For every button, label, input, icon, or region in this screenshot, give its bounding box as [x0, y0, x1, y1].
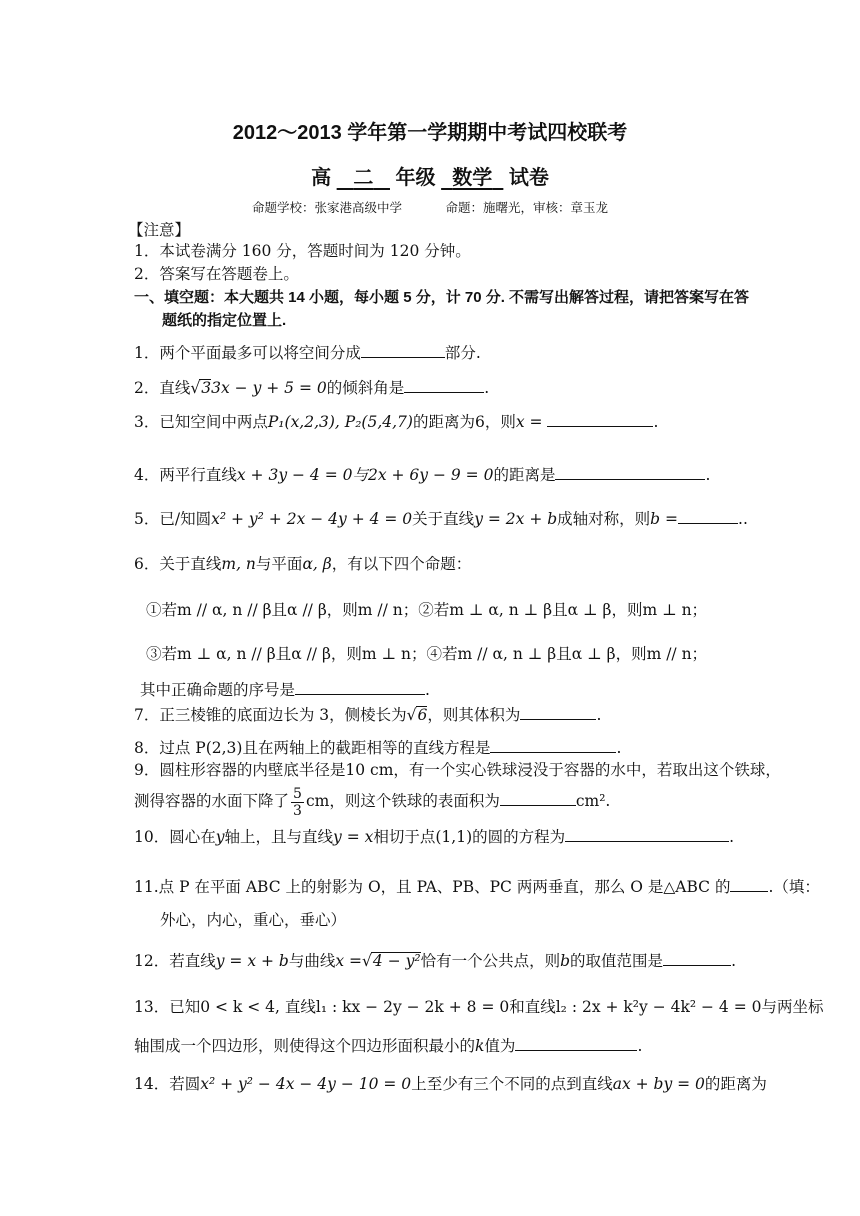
answer-blank-1[interactable]: [361, 343, 445, 358]
notice-heading: 【注意】: [128, 221, 191, 239]
authors-line: 命题：施曙光，审核：章玉龙: [445, 200, 609, 215]
exam-subtitle: [0, 161, 860, 190]
answer-blank-5[interactable]: [678, 509, 738, 524]
answer-blank-4[interactable]: [555, 465, 705, 480]
exam-label: 试卷: [508, 167, 549, 189]
answer-blank-11[interactable]: [730, 877, 768, 892]
fraction-five-thirds: $\frac{5}{3}$: [293, 785, 302, 819]
answer-blank-6[interactable]: [295, 680, 425, 695]
question-5: 5．已/知圆x² + y² + 2x − 4y + 4 = 0关于直线y = 2x + b成轴对称，则b = ..: [134, 510, 748, 528]
question-9-cont: 测得容器的水面下降了 $\frac{5}{3}$ cm，则这个铁球的表面积为 cm².: [134, 785, 611, 819]
question-13-cont: 轴围成一个四边形，则使得这个四边形面积最小的k值为 .: [134, 1037, 643, 1055]
school-line: 命题学校：张家港高级中学: [251, 200, 402, 215]
notice-item-2: 2．答案写在答题卷上。: [134, 265, 299, 283]
question-9: 9．圆柱形容器的内壁底半径是10 cm，有一个实心铁球浸没于容器的水中，若取出这个铁球，: [134, 761, 781, 779]
answer-blank-10[interactable]: [565, 827, 729, 842]
question-1: 1．两个平面最多可以将空间分成 部分.: [134, 344, 481, 362]
answer-blank-3[interactable]: [547, 412, 653, 427]
exam-meta: [0, 198, 860, 216]
question-13: 13．已知0 < k < 4, 直线l₁ : kx − 2y − 2k + 8 = 0和直线l₂ : 2x + k²y − 4k² − 4 = 0与两坐标: [134, 998, 824, 1016]
notice-item-1: 1．本试卷满分 160 分，答题时间为 120 分钟。: [134, 242, 471, 260]
question-2: 2．直线√33x − y + 5 = 0的倾斜角是 .: [134, 379, 490, 397]
question-11-cont: 外心，内心，重心，垂心）: [160, 911, 347, 929]
answer-blank-9[interactable]: [500, 791, 576, 806]
question-8: 8．过点 P(2,3)且在两轴上的截距相等的直线方程是 .: [134, 739, 622, 757]
question-12: 12．若直线y = x + b与曲线x =√4 − y²恰有一个公共点，则b的取值范围是 .: [134, 952, 736, 970]
answer-blank-8[interactable]: [490, 738, 616, 753]
subject-value: 数学: [452, 167, 493, 189]
question-6-props-2: ③若m ⊥ α, n // β且α // β，则m ⊥ n；④若m // α, n ⊥ β且α ⊥ β，则m // n；: [146, 645, 708, 663]
section-heading-cont: 题纸的指定位置上.: [162, 312, 287, 329]
answer-blank-13[interactable]: [515, 1036, 637, 1051]
question-3: 3．已知空间中两点P₁(x,2,3), P₂(5,4,7)的距离为6，则x = .: [134, 413, 659, 431]
question-6-ask: 其中正确命题的序号是 .: [140, 681, 430, 699]
answer-blank-12[interactable]: [663, 951, 731, 966]
question-6-props-1: ①若m // α, n // β且α // β，则m // n；②若m ⊥ α, n ⊥ β且α ⊥ β，则m ⊥ n；: [146, 601, 708, 619]
question-7: 7．正三棱锥的底面边长为 3，侧棱长为√6，则其体积为 .: [134, 706, 602, 724]
section-heading: 一、填空题：本大题共 14 小题，每小题 5 分，计 70 分. 不需写出解答过程，请把答案写在答: [134, 289, 750, 306]
grade-value: 二: [353, 167, 374, 189]
answer-blank-2[interactable]: [404, 378, 484, 393]
question-10: 10．圆心在y轴上，且与直线y = x相切于点(1,1)的圆的方程为 .: [134, 828, 735, 846]
grade-prefix: 高: [311, 167, 332, 189]
answer-blank-7[interactable]: [520, 705, 596, 720]
exam-title: 2012～2013 学年第一学期期中考试四校联考: [232, 122, 628, 144]
question-14: 14．若圆x² + y² − 4x − 4y − 10 = 0上至少有三个不同的点到直线ax + by = 0的距离为: [134, 1075, 767, 1093]
question-4: 4．两平行直线x + 3y − 4 = 0与2x + 6y − 9 = 0的距离是 .: [134, 466, 711, 484]
question-11: 11.点 P 在平面 ABC 上的射影为 O，且 PA、PB、PC 两两垂直，那么 O 是△ABC 的 .（填：: [134, 878, 820, 896]
grade-label: 年级: [395, 167, 436, 189]
question-6: 6．关于直线m, n与平面α, β，有以下四个命题：: [134, 555, 472, 573]
